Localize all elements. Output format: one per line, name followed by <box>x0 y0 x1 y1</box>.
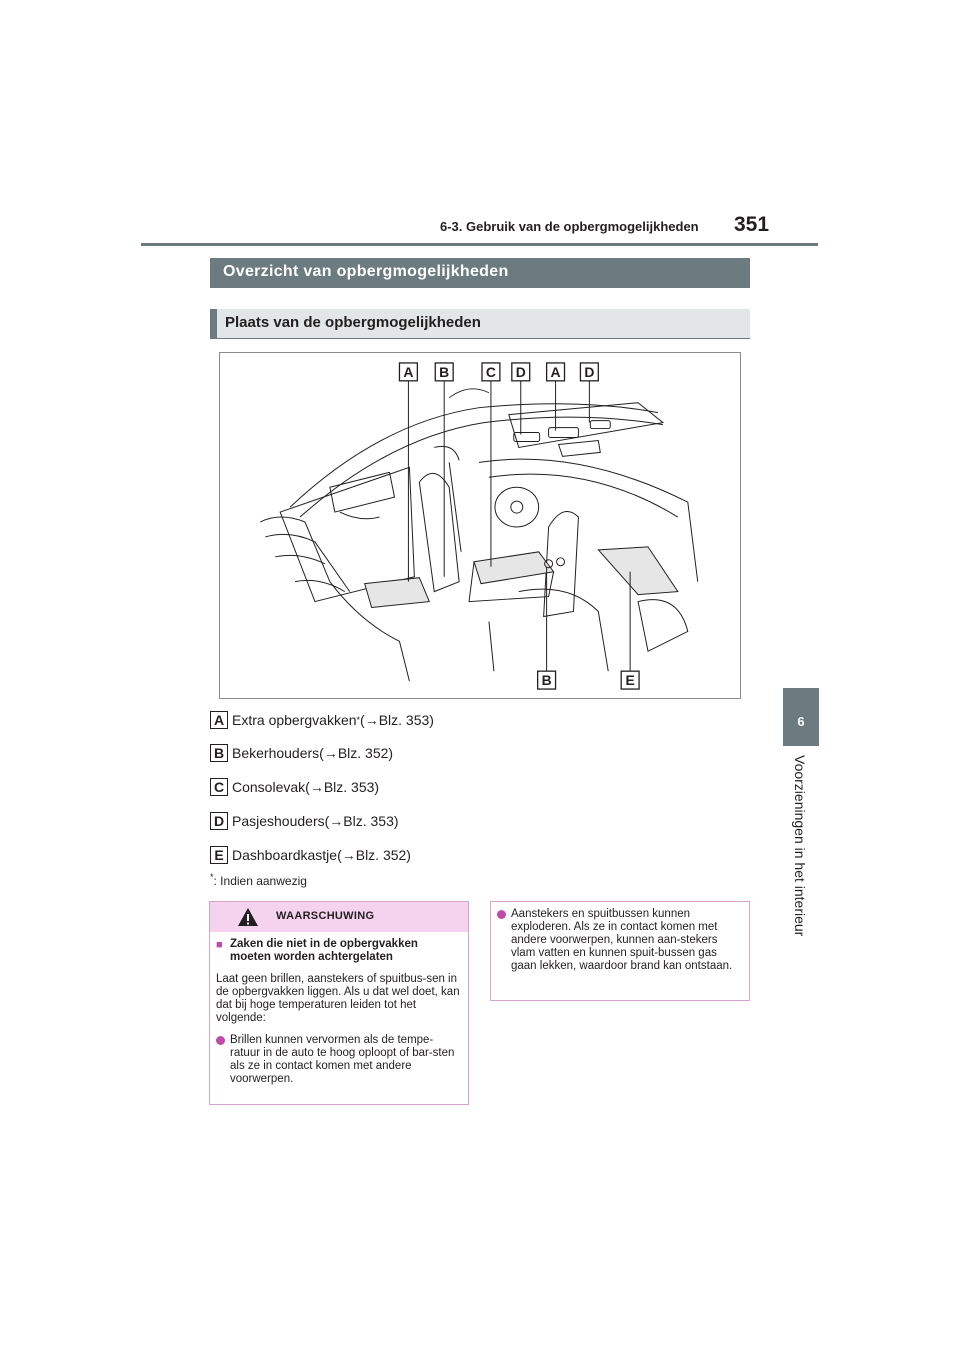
legend-item-b <box>210 743 393 763</box>
legend-label-e: Dashboardkastje <box>232 847 338 863</box>
warning-bullet-2 <box>497 908 741 973</box>
subsection-title-bar: Plaats van de opbergmogelijkheden <box>210 309 750 339</box>
warning-bullet-2-text: Aanstekers en spuitbussen kunnen exploderen. Als ze in contact komen met andere voorwerpen, kunnen aan-stekers vlam vatten en kunnen spuit-bussen gas gaan lekken, waardoor brand kan ontstaan. <box>511 908 733 972</box>
legend-ref-d: (→Blz. 353) <box>324 813 399 829</box>
legend-key-b: B <box>210 744 228 762</box>
interior-illustration <box>219 352 741 699</box>
header-rule <box>141 243 818 246</box>
legend-label-c: Consolevak <box>232 779 306 795</box>
figure-label-e: E <box>625 672 635 689</box>
figure-label-a1: A <box>403 363 414 380</box>
warning-heading-item <box>216 938 460 964</box>
figure-label-c: C <box>485 363 496 380</box>
figure-label-b1: B <box>439 363 450 380</box>
warning-header <box>210 902 468 932</box>
legend-item-d <box>210 811 399 831</box>
legend-key-c: C <box>210 778 228 796</box>
warning-bullet-1-text: Brillen kunnen vervormen als de tempe-ratuur in de auto te hoog oploopt of bar-sten als ze in contact komen met andere voorwerpen. <box>230 1034 455 1085</box>
warning-paragraph: Laat geen brillen, aanstekers of spuitbus-sen in de opbergvakken liggen. Als u dat wel doet, kan dat bij hoge temperaturen leiden tot het volgende: <box>216 973 460 1024</box>
legend-ref-b: (→Blz. 352) <box>319 745 394 761</box>
warning-box-continued <box>490 901 750 1001</box>
figure-label-a2: A <box>550 363 561 380</box>
legend-star-a: * <box>356 715 361 725</box>
legend-label-d: Pasjeshouders <box>232 813 325 829</box>
page-number: 351 <box>734 213 770 236</box>
legend-label-a: Extra opbergvakken <box>232 712 357 728</box>
warning-heading: Zaken die niet in de opbergvakken moeten worden achtergelaten <box>230 938 418 963</box>
circle-bullet-icon <box>216 1036 225 1045</box>
warning-body <box>210 932 468 1086</box>
footnote-text: : Indien aanwezig <box>213 874 307 888</box>
overhead-box-shape <box>549 428 579 438</box>
warning-title: WAARSCHUWING <box>276 910 375 922</box>
footnote-star: * <box>210 872 214 882</box>
legend-ref-e: (→Blz. 352) <box>337 847 411 863</box>
figure-label-d1: D <box>515 363 526 380</box>
legend-ref-c: (→Blz. 353) <box>305 779 380 795</box>
center-console-shape <box>474 552 554 584</box>
footnote <box>210 872 307 888</box>
rear-armrest-shape <box>365 578 430 608</box>
header-section-title: 6-3. Gebruik van de opbergmogelijkheden <box>440 219 699 234</box>
legend-key-e: E <box>210 846 228 864</box>
circle-bullet-icon <box>497 910 506 919</box>
legend-ref-a: (→Blz. 353) <box>360 712 434 728</box>
legend-key-d: D <box>210 812 228 830</box>
card-holder-right-shape <box>590 421 610 429</box>
warning-triangle-icon <box>237 907 259 927</box>
section-title-bar: Overzicht van opbergmogelijkheden <box>210 258 750 288</box>
figure-label-d2: D <box>584 363 595 380</box>
legend-label-b: Bekerhouders <box>232 745 320 761</box>
chapter-side-title: Voorzieningen in het interieur <box>792 755 808 937</box>
card-holder-left-shape <box>514 433 540 442</box>
warning-bullet-1 <box>216 1034 460 1086</box>
glove-box-shape <box>598 547 678 595</box>
legend-item-e <box>210 845 411 865</box>
legend-key-a: A <box>210 711 228 729</box>
square-bullet-icon: ■ <box>216 939 223 951</box>
warning-box <box>209 901 469 1105</box>
legend-item-c <box>210 777 379 797</box>
front-cupholder-2 <box>557 558 565 566</box>
legend-item-a <box>210 710 434 730</box>
chapter-tab: 6 <box>783 688 819 746</box>
interior-drawing <box>220 353 740 698</box>
figure-label-b2: B <box>541 672 552 689</box>
